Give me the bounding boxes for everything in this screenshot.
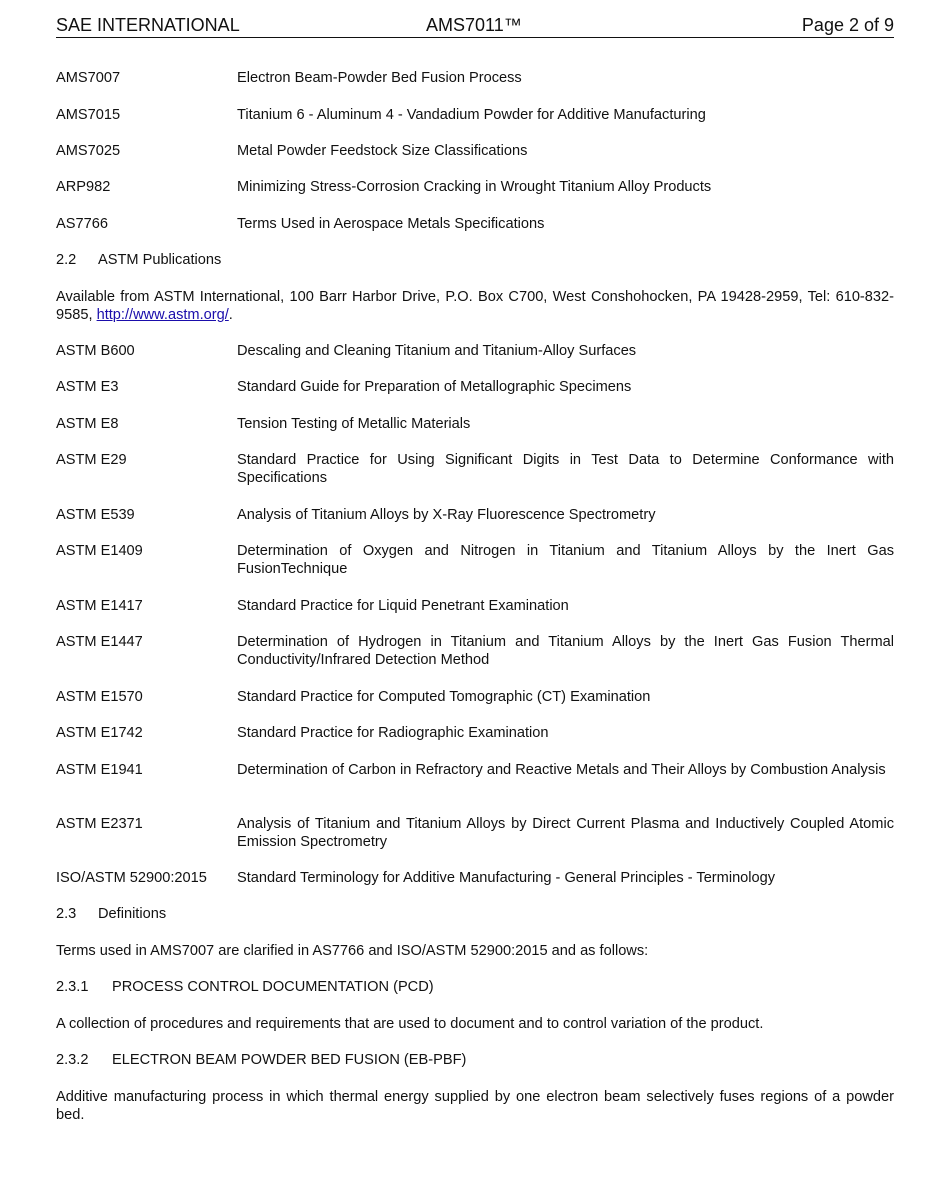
ebpbf-definition: Additive manufacturing process in which thermal energy supplied by one electron beam selectively fuses regions of a powder bed.	[56, 1089, 894, 1123]
sentence-end: .	[228, 307, 233, 323]
reference-title: Analysis of Titanium Alloys by X-Ray Fluorescence Spectrometry	[237, 507, 656, 523]
reference-code: ASTM E1941	[56, 762, 143, 778]
reference-code: ASTM E1742	[56, 725, 143, 741]
reference-entry	[56, 178, 894, 196]
reference-entry	[56, 69, 894, 87]
header-doc-id: AMS7011™	[426, 15, 522, 35]
reference-entry	[56, 342, 894, 360]
reference-entry	[56, 869, 894, 887]
reference-entry	[56, 633, 894, 669]
reference-entry	[56, 215, 894, 233]
reference-title: Terms Used in Aerospace Metals Specifications	[237, 216, 545, 232]
pcd-definition: A collection of procedures and requirements that are used to document and to control variation of the product.	[56, 1016, 764, 1032]
reference-title: Standard Practice for Liquid Penetrant Examination	[237, 598, 569, 614]
reference-entry	[56, 506, 894, 524]
reference-title: Minimizing Stress-Corrosion Cracking in Wrought Titanium Alloy Products	[237, 179, 712, 195]
reference-code: ASTM E2371	[56, 816, 143, 832]
astm-availability-text: Available from ASTM International, 100 Barr Harbor Drive, P.O. Box C700, West Conshohocken, PA 19428-2959, Tel: 610-832-9585,	[56, 289, 894, 323]
reference-entry	[56, 378, 894, 396]
reference-code: ASTM B600	[56, 343, 135, 359]
header-org: SAE INTERNATIONAL	[56, 15, 240, 35]
header-page-number: Page 2 of 9	[801, 15, 894, 35]
reference-title: Metal Powder Feedstock Size Classifications	[237, 143, 528, 159]
reference-code: AMS7007	[56, 70, 121, 86]
reference-entry	[56, 761, 894, 779]
reference-title: Analysis of Titanium and Titanium Alloys by Direct Current Plasma and Inductively Coupled Atomic Emission Spectrometry	[237, 816, 894, 850]
reference-entry	[56, 542, 894, 578]
reference-title: Determination of Carbon in Refractory and Reactive Metals and Their Alloys by Combustion Analysis	[237, 762, 886, 778]
definitions-intro: Terms used in AMS7007 are clarified in AS7766 and ISO/ASTM 52900:2015 and as follows:	[56, 943, 649, 959]
reference-title: Descaling and Cleaning Titanium and Titanium-Alloy Surfaces	[237, 343, 637, 359]
section-number: 2.3.2	[56, 1052, 89, 1068]
reference-title: Standard Practice for Using Significant Digits in Test Data to Determine Conformance with Specifications	[237, 452, 894, 486]
section-number: 2.2	[56, 252, 77, 268]
section-heading-2-3-2	[56, 1051, 466, 1069]
reference-code: ASTM E8	[56, 416, 119, 432]
reference-entry	[56, 597, 894, 615]
reference-title: Titanium 6 - Aluminum 4 - Vandadium Powder for Additive Manufacturing	[237, 107, 706, 123]
reference-entry	[56, 451, 894, 487]
section-heading-2-2	[56, 251, 221, 269]
reference-code: ASTM E3	[56, 379, 119, 395]
section-heading-2-3	[56, 905, 166, 923]
section-number: 2.3.1	[56, 979, 89, 995]
astm-website-link[interactable]: http://www.astm.org/	[96, 307, 229, 323]
reference-entry	[56, 724, 894, 742]
section-heading-2-3-1	[56, 978, 434, 996]
reference-code: ASTM E1409	[56, 543, 143, 559]
reference-title: Standard Practice for Computed Tomographic (CT) Examination	[237, 689, 651, 705]
section-title: ELECTRON BEAM POWDER BED FUSION (EB-PBF)	[112, 1052, 467, 1068]
astm-availability-paragraph	[56, 288, 894, 324]
reference-code: ARP982	[56, 179, 111, 195]
reference-title: Determination of Hydrogen in Titanium and Titanium Alloys by the Inert Gas Fusion Thermal Conductivity/Infrared Detection Method	[237, 634, 894, 668]
section-title: PROCESS CONTROL DOCUMENTATION (PCD)	[112, 979, 434, 995]
reference-code: ASTM E29	[56, 452, 127, 468]
reference-code: AMS7025	[56, 143, 121, 159]
reference-code: AS7766	[56, 216, 108, 232]
reference-entry	[56, 142, 894, 160]
reference-entry	[56, 688, 894, 706]
reference-code: AMS7015	[56, 107, 121, 123]
reference-title: Standard Terminology for Additive Manufacturing - General Principles - Terminology	[237, 870, 776, 886]
reference-title: Tension Testing of Metallic Materials	[237, 416, 471, 432]
reference-code: ASTM E1447	[56, 634, 143, 650]
reference-code: ASTM E1417	[56, 598, 143, 614]
reference-entry	[56, 415, 894, 433]
reference-title: Determination of Oxygen and Nitrogen in Titanium and Titanium Alloys by the Inert Gas FusionTechnique	[237, 543, 894, 577]
section-title: Definitions	[98, 906, 167, 922]
reference-title: Standard Practice for Radiographic Examination	[237, 725, 549, 741]
section-title: ASTM Publications	[98, 252, 222, 268]
reference-title: Standard Guide for Preparation of Metallographic Specimens	[237, 379, 632, 395]
reference-entry	[56, 106, 894, 124]
section-number: 2.3	[56, 906, 77, 922]
page-header	[56, 16, 894, 38]
reference-code: ISO/ASTM 52900:2015	[56, 870, 207, 886]
reference-code: ASTM E1570	[56, 689, 143, 705]
reference-code: ASTM E539	[56, 507, 135, 523]
reference-entry	[56, 815, 894, 851]
reference-title: Electron Beam-Powder Bed Fusion Process	[237, 70, 522, 86]
